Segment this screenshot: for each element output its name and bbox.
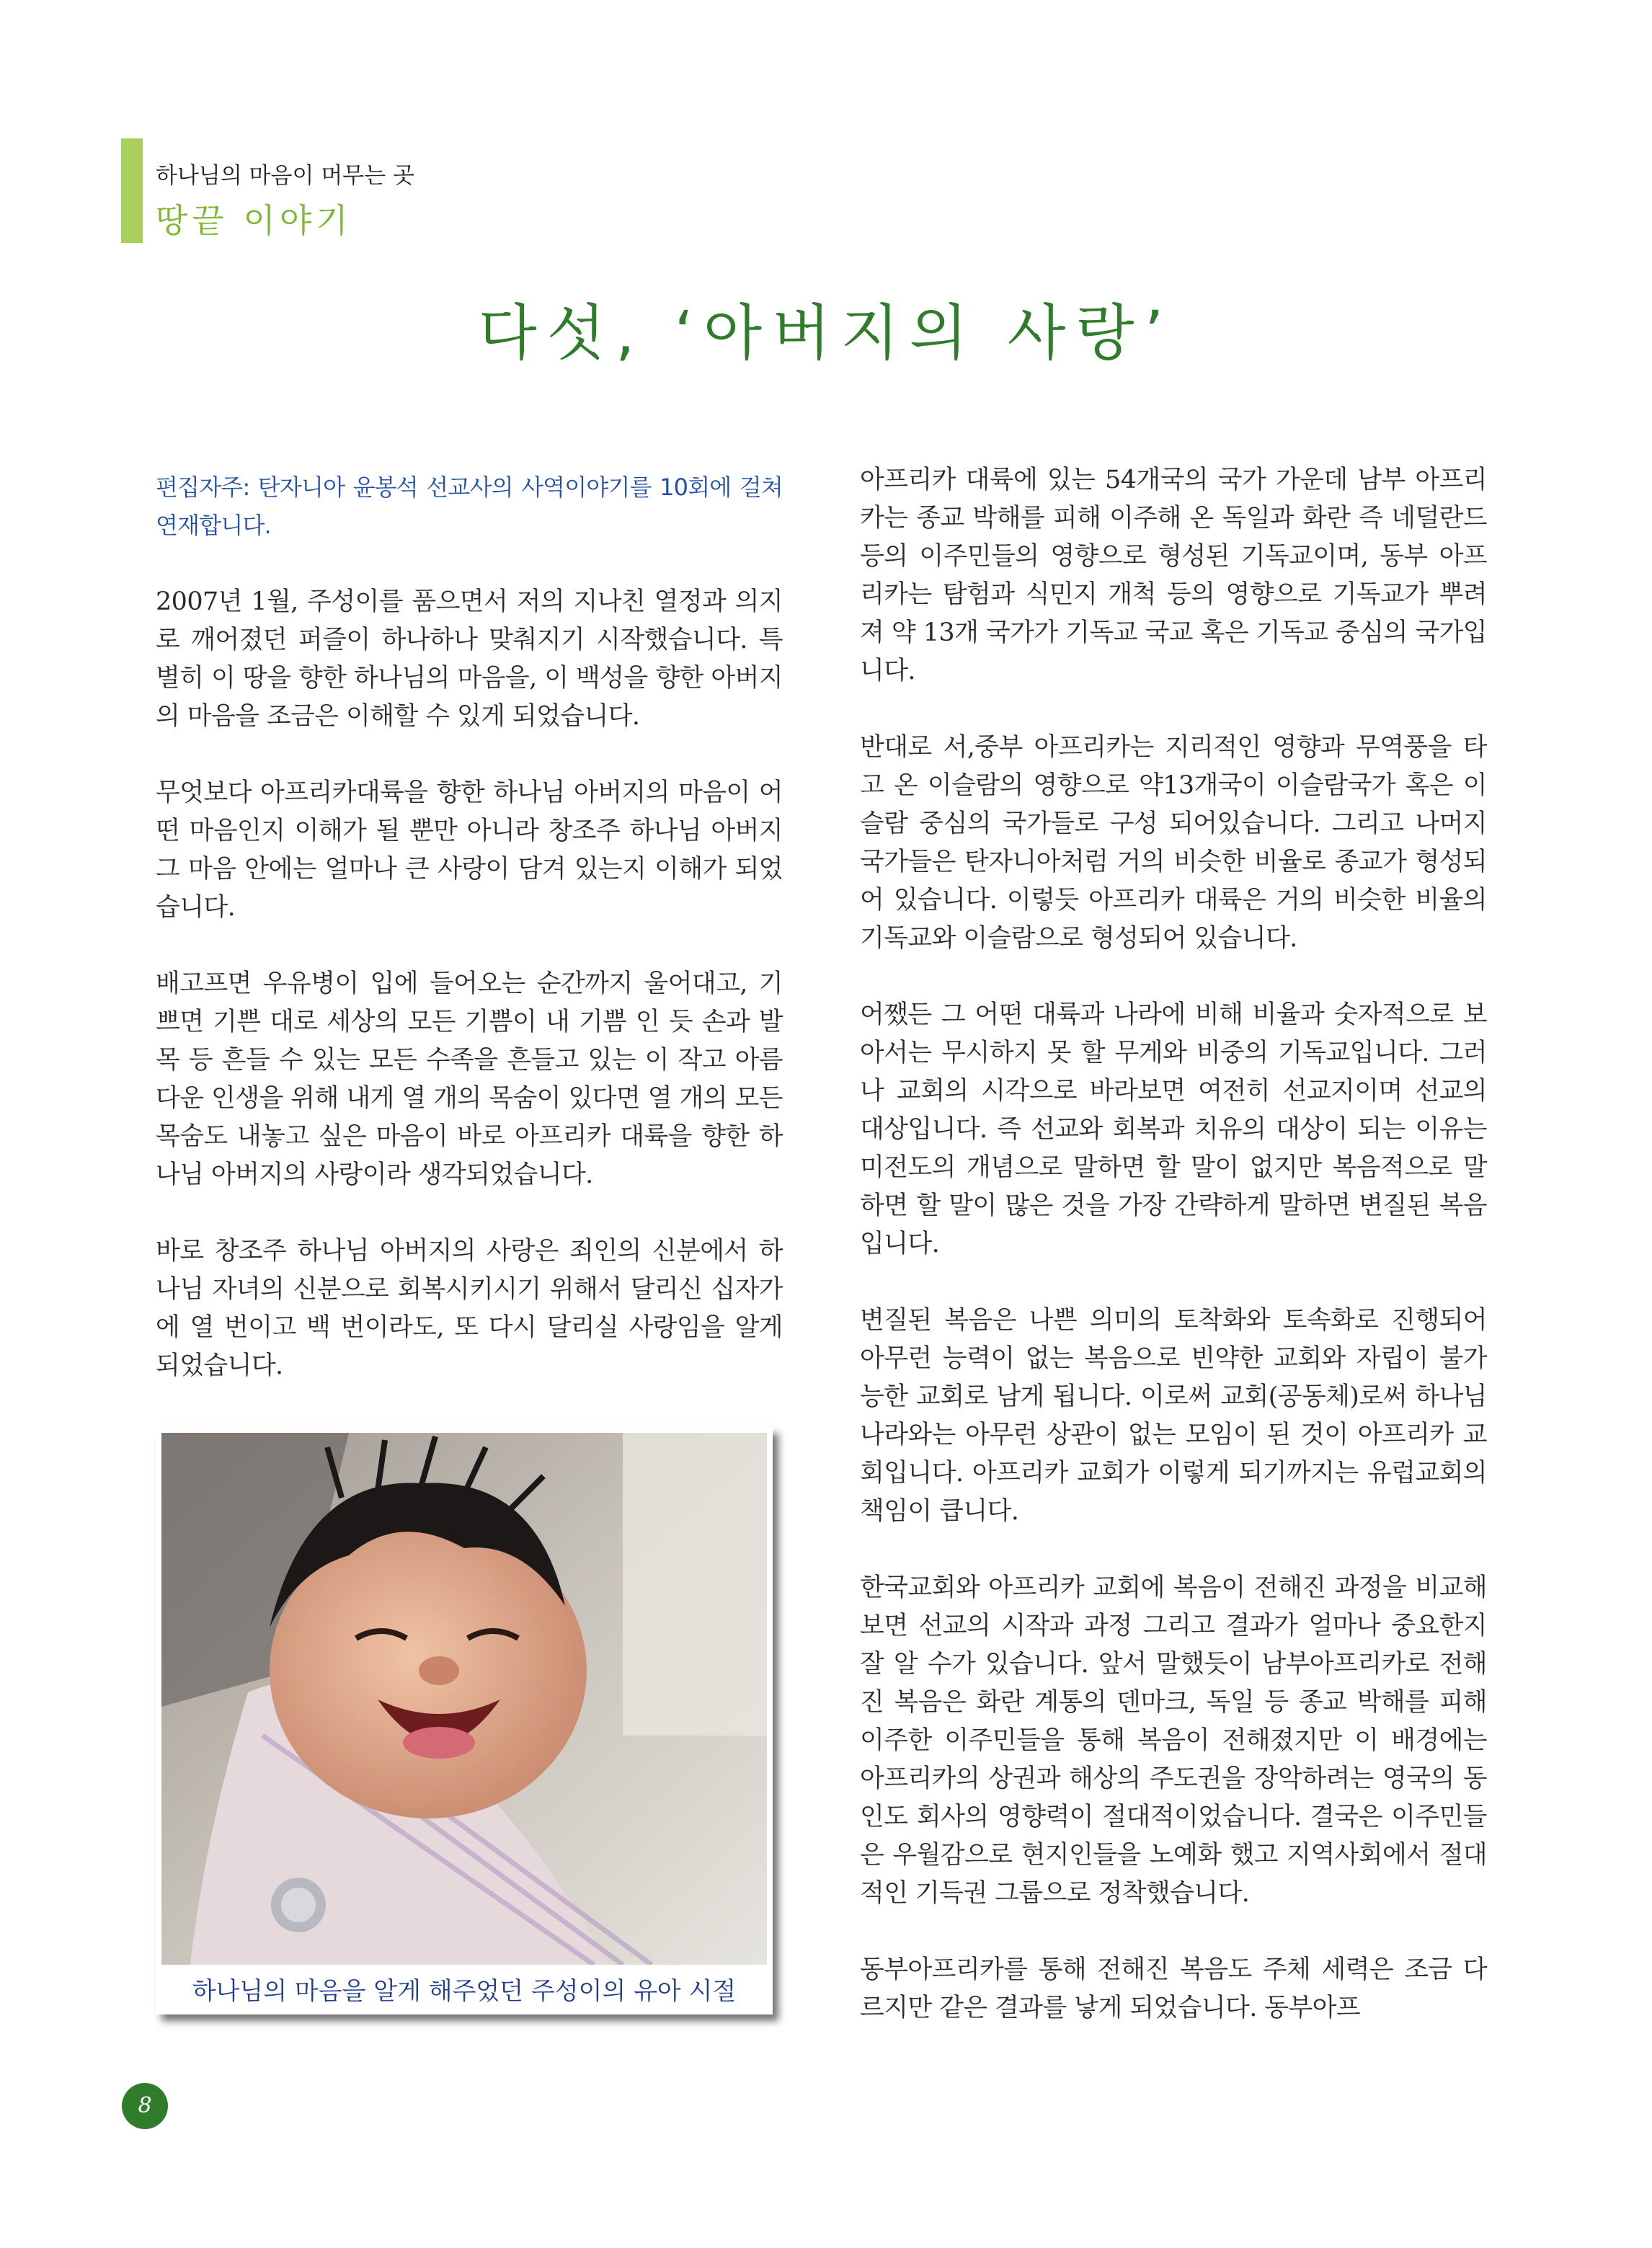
left-column — [156, 468, 783, 1423]
paragraph: 무엇보다 아프리카대륙을 향한 하나님 아버지의 마음이 어떤 마음인지 이해가 될 뿐만 아니라 창조주 하나님 아버지 그 마음 안에는 얼마나 큰 사랑이 담겨 있는지 이해가 되었습니다. — [156, 778, 783, 922]
paragraph: 반대로 서,중부 아프리카는 지리적인 영향과 무역풍을 타고 온 이슬람의 영향으로 약13개국이 이슬람국가 혹은 이슬람 중심의 국가들로 구성 되어있습니다. 그리고 나머지 국가들은 탄자니아처럼 거의 비슷한 비율로 종교가 형성되어 있습니다. 이렇듯 아프리카 대륙은 거의 비슷한 비율의 기독교와 이슬람으로 형성되어 있습니다. — [860, 733, 1487, 953]
right-column — [860, 461, 1487, 2066]
photo-frame — [156, 1427, 773, 2014]
baby-photo — [161, 1433, 767, 1965]
page-number: 8 — [122, 2083, 168, 2129]
section-subtitle: 하나님의 마음이 머무는 곳 — [156, 163, 414, 189]
paragraph: 어쨌든 그 어떤 대륙과 나라에 비해 비율과 숫자적으로 보아서는 무시하지 못 할 무게와 비중의 기독교입니다. 그러나 교회의 시각으로 바라보면 여전히 선교지이며 선교의 대상입니다. 즉 선교와 회복과 치유의 대상이 되는 이유는 미전도의 개념으로 말하면 할 말이 없지만 복음적으로 말하면 할 말이 많은 것을 가장 간략하게 말하면 변질된 복음입니다. — [860, 1000, 1487, 1258]
paragraph: 2007년 1월, 주성이를 품으면서 저의 지나친 열정과 의지로 깨어졌던 퍼즐이 하나하나 맞춰지기 시작했습니다. 특별히 이 땅을 향한 하나님의 마음을, 이 백성을 향한 아버지의 마음을 조금은 이해할 수 있게 되었습니다. — [156, 587, 783, 731]
paragraph: 동부아프리카를 통해 전해진 복음도 주체 세력은 조금 다르지만 같은 결과를 낳게 되었습니다. 동부아프 — [860, 1955, 1487, 2022]
series-title: 땅끝 이야기 — [156, 201, 352, 240]
header-accent-bar — [121, 138, 143, 243]
editor-note: 편집자주: 탄자니아 윤봉석 선교사의 사역이야기를 10회에 걸쳐 연재합니다. — [156, 474, 783, 539]
photo-caption: 하나님의 마음을 알게 해주었던 주성이의 유아 시절 — [192, 1977, 737, 2006]
paragraph: 배고프면 우유병이 입에 들어오는 순간까지 울어대고, 기쁘면 기쁜 대로 세상의 모든 기쁨이 내 기쁨 인 듯 손과 발목 등 흔들 수 있는 모든 수족을 흔들고 있는 이 작고 아름다운 인생을 위해 내게 열 개의 목숨이 있다면 열 개의 모든 목숨도 내놓고 싶은 마음이 바로 아프리카 대륙을 향한 하나님 아버지의 사랑이라 생각되었습니다. — [156, 969, 783, 1189]
paragraph: 아프리카 대륙에 있는 54개국의 국가 가운데 남부 아프리카는 종교 박해를 피해 이주해 온 독일과 화란 즉 네덜란드 등의 이주민들의 영향으로 형성된 기독교이며, 동부 아프리카는 탐험과 식민지 개척 등의 영향으로 기독교가 뿌려져 약 13개 국가가 기독교 국교 혹은 기독교 중심의 국가입니다. — [860, 466, 1487, 685]
article-title: 다섯, ‘아버지의 사랑’ — [478, 298, 1174, 368]
paragraph: 변질된 복음은 나쁜 의미의 토착화와 토속화로 진행되어 아무런 능력이 없는 복음으로 빈약한 교회와 자립이 불가능한 교회로 남게 됩니다. 이로써 교회(공동체)로써 하나님 나라와는 아무런 상관이 없는 모임이 된 것이 아프리카 교회입니다. 아프리카 교회가 이렇게 되기까지는 유럽교회의 책임이 큽니다. — [860, 1306, 1487, 1526]
paragraph: 한국교회와 아프리카 교회에 복음이 전해진 과정을 비교해 보면 선교의 시작과 과정 그리고 결과가 얼마나 중요한지 잘 알 수가 있습니다. 앞서 말했듯이 남부아프리카로 전해진 복음은 화란 계통의 덴마크, 독일 등 종교 박해를 피해 이주한 이주민들을 통해 복음이 전해졌지만 이 배경에는 아프리카의 상권과 해상의 주도권을 장악하려는 영국의 동인도 회사의 영향력이 절대적이었습니다. 결국은 이주민들은 우월감으로 현지인들을 노예화 했고 지역사회에서 절대적인 기득권 그룹으로 정착했습니다. — [860, 1573, 1487, 1908]
paragraph: 바로 창조주 하나님 아버지의 사랑은 죄인의 신분에서 하나님 자녀의 신분으로 회복시키시기 위해서 달리신 십자가에 열 번이고 백 번이라도, 또 다시 달리실 사랑임을 알게 되었습니다. — [156, 1237, 783, 1380]
